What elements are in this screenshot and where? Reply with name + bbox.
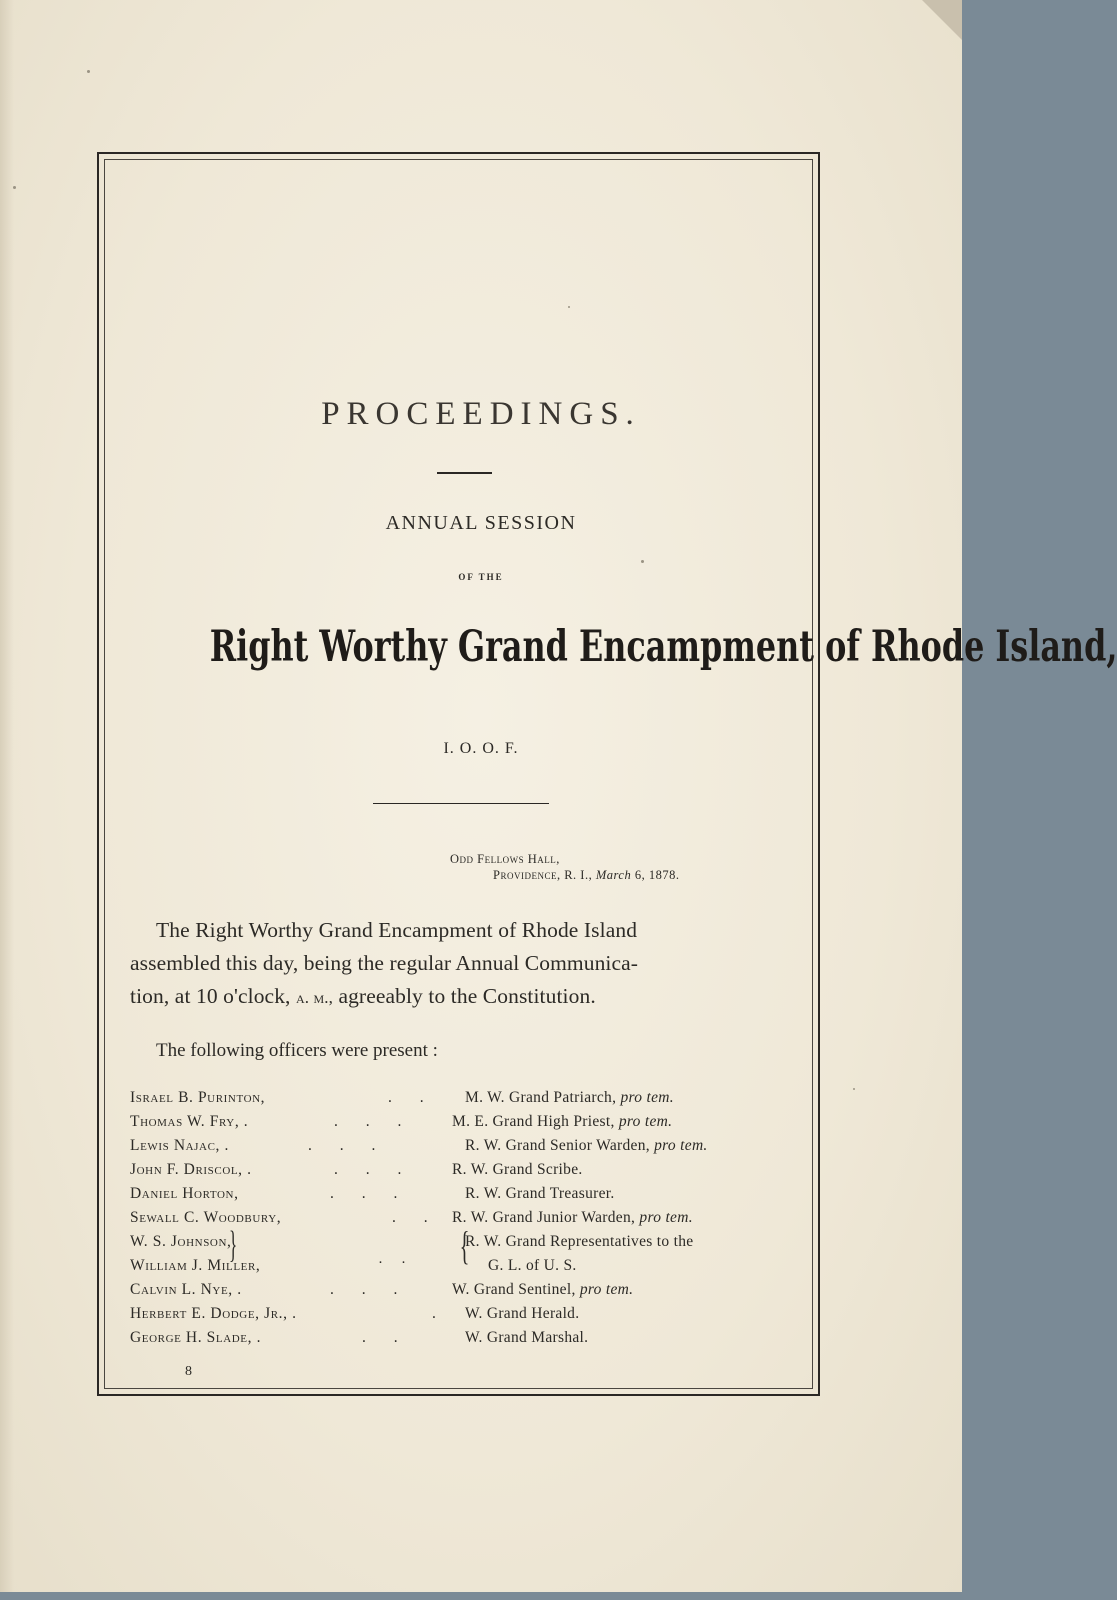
- leader-dots: . .: [388, 1089, 436, 1106]
- leader-dots: . . .: [330, 1185, 410, 1202]
- dateline-city-date: [493, 868, 679, 883]
- dateline-date: 6, 1878.: [634, 868, 680, 882]
- paper-speck: [13, 186, 16, 189]
- paragraph-line: assembled this day, being the regular Annual Communica-: [130, 951, 639, 975]
- officer-title: [465, 1305, 579, 1323]
- officer-title: [452, 1161, 583, 1179]
- office-text: R. W. Grand Senior Warden,: [465, 1137, 650, 1154]
- officer-name: John F. Driscol, .: [130, 1161, 252, 1178]
- officer-row: [130, 1281, 810, 1305]
- officer-title: [465, 1233, 693, 1251]
- leader-dots: . . .: [330, 1281, 410, 1298]
- office-note: pro tem.: [618, 1113, 673, 1130]
- leader-dots: .: [432, 1305, 448, 1322]
- paragraph-line: The Right Worthy Grand Encampment of Rhode Island: [156, 918, 638, 942]
- folded-corner: [922, 0, 962, 40]
- leader-dots: . . .: [334, 1113, 414, 1130]
- paragraph-text: agreeably to the Constitution.: [338, 984, 596, 1008]
- spine-shadow: [0, 0, 14, 1592]
- leader-dots: . . .: [334, 1161, 414, 1178]
- office-text: M. E. Grand High Priest,: [452, 1113, 615, 1130]
- office-text: W. Grand Herald.: [465, 1305, 580, 1322]
- office-text: M. W. Grand Patriarch,: [465, 1089, 617, 1106]
- section-rule: [373, 803, 549, 804]
- officer-title: [465, 1329, 588, 1347]
- office-note: pro tem.: [620, 1089, 674, 1106]
- office-text: R. W. Grand Scribe.: [452, 1161, 583, 1178]
- paragraph-line: [130, 980, 800, 1014]
- officer-name: Calvin L. Nye, .: [130, 1281, 242, 1298]
- officer-name: Sewall C. Woodbury,: [130, 1209, 282, 1226]
- officer-row: [130, 1161, 810, 1185]
- officer-name: Herbert E. Dodge, Jr., .: [130, 1305, 297, 1322]
- officer-name: William J. Miller,: [130, 1257, 261, 1274]
- officer-name: W. S. Johnson,: [130, 1233, 232, 1250]
- officer-row: [130, 1089, 810, 1113]
- officer-title: [452, 1113, 672, 1131]
- officer-name: Thomas W. Fry, .: [130, 1113, 249, 1130]
- of-the-label: OF THE: [458, 572, 504, 582]
- dateline-city: Providence, R. I.,: [493, 868, 593, 882]
- paper-speck: [87, 70, 90, 73]
- officer-name: Daniel Horton,: [130, 1185, 239, 1202]
- office-note: pro tem.: [639, 1209, 693, 1226]
- office-text: R. W. Grand Treasurer.: [465, 1185, 615, 1202]
- brace-left-glyph: }: [229, 1224, 238, 1266]
- dateline-place: Odd Fellows Hall,: [450, 852, 560, 866]
- paragraph-text: tion, at 10 o'clock,: [130, 984, 291, 1008]
- officer-row: [130, 1113, 810, 1137]
- order-abbreviation: I. O. O. F.: [443, 740, 519, 757]
- officer-row: [130, 1305, 810, 1329]
- organization-name: Right Worthy Grand Encampment of Rhode Island,: [209, 622, 1117, 672]
- officer-title: [465, 1185, 615, 1203]
- paper-speck: [853, 1088, 855, 1090]
- title-rule: [437, 472, 492, 474]
- officer-row: [130, 1329, 810, 1353]
- office-text: G. L. of U. S.: [488, 1257, 577, 1274]
- office-text: R. W. Grand Representatives to the: [465, 1233, 694, 1250]
- intro-paragraph: [130, 914, 800, 1014]
- office-note: pro tem.: [654, 1137, 708, 1154]
- time-abbreviation: a. m.,: [296, 988, 333, 1007]
- leader-dots-glyph: ··: [378, 1255, 424, 1271]
- leader-dots: . .: [362, 1329, 410, 1346]
- leader-dots: . . .: [308, 1137, 388, 1154]
- session-heading: ANNUAL SESSION: [385, 512, 577, 534]
- officer-title: [465, 1137, 708, 1155]
- office-text: W. Grand Marshal.: [465, 1329, 589, 1346]
- officer-title: [452, 1209, 693, 1227]
- dateline-month: March: [595, 868, 632, 882]
- officer-row: [130, 1137, 810, 1161]
- office-text: W. Grand Sentinel,: [452, 1281, 576, 1298]
- officer-title: [465, 1089, 674, 1107]
- officer-name: George H. Slade, .: [130, 1329, 262, 1346]
- brace-right-glyph: {: [459, 1223, 470, 1268]
- office-text: R. W. Grand Junior Warden,: [452, 1209, 636, 1226]
- page-title: PROCEEDINGS.: [321, 396, 641, 432]
- officers-present-line: The following officers were present :: [156, 1040, 438, 1061]
- officer-row: [130, 1185, 810, 1209]
- officer-name: Lewis Najac, .: [130, 1137, 229, 1154]
- officer-title: [452, 1281, 633, 1299]
- leader-dots: . .: [392, 1209, 440, 1226]
- page-number: 8: [185, 1364, 192, 1379]
- officer-name: Israel B. Purinton,: [130, 1089, 266, 1106]
- officer-title: [488, 1257, 577, 1275]
- office-note: pro tem.: [579, 1281, 634, 1298]
